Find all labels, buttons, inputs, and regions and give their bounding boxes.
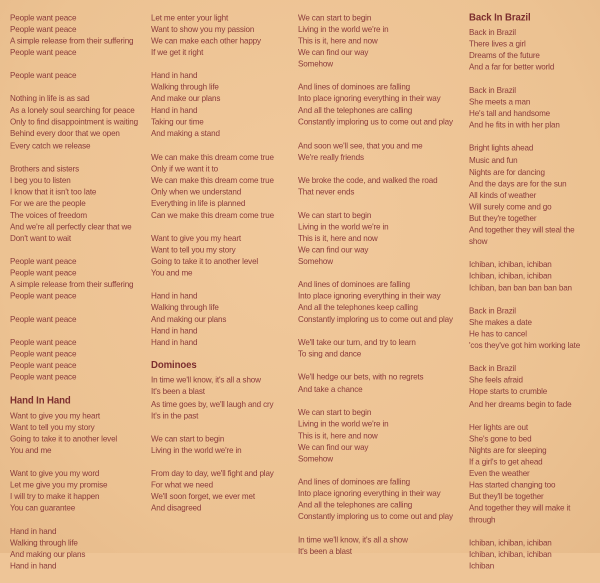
lyric-line: And we're all perfectly clear that we bbox=[10, 221, 132, 232]
song-section bbox=[469, 12, 580, 572]
lyric-line: People want peace bbox=[10, 337, 77, 348]
lyric-line: Hand in hand bbox=[10, 526, 57, 536]
lyric-line: People want peace bbox=[10, 256, 77, 267]
lyric-stanza bbox=[469, 259, 580, 294]
lyric-line: And lines of dominoes are falling bbox=[298, 82, 411, 93]
lyric-line: Want to give you my word bbox=[10, 468, 100, 478]
lyric-stanza bbox=[151, 232, 274, 278]
lyric-line: You and me bbox=[151, 268, 193, 278]
lyric-stanza bbox=[298, 12, 453, 70]
lyric-line: It's been a blast bbox=[151, 387, 205, 397]
lyric-stanza bbox=[298, 82, 453, 128]
lyric-stanza bbox=[10, 337, 138, 383]
lyric-line: We can start to begin bbox=[298, 210, 372, 220]
lyric-line: Even the weather bbox=[469, 468, 530, 478]
lyric-line: And soon we'll see, that you and me bbox=[298, 140, 423, 151]
lyric-stanza bbox=[10, 525, 138, 571]
lyric-line: Into place ignoring everything in their way bbox=[298, 291, 441, 301]
lyrics-column-1 bbox=[10, 12, 138, 583]
lyric-stanza bbox=[10, 12, 138, 58]
lyric-line: Want to give you my heart bbox=[10, 410, 100, 420]
lyric-stanza bbox=[298, 279, 453, 325]
lyric-line: But they'll be together bbox=[469, 491, 544, 502]
lyric-line: And the days are for the sun bbox=[469, 178, 567, 188]
lyric-line: We can start to begin bbox=[298, 407, 372, 417]
lyric-line: I will try to make it happen bbox=[10, 491, 100, 502]
lyric-line: Only when we understand bbox=[151, 187, 242, 197]
lyric-stanza bbox=[298, 174, 453, 197]
lyric-line: Into place ignoring everything in their way bbox=[298, 94, 441, 104]
lyric-line: And together they will steal the bbox=[469, 224, 575, 235]
lyric-line: Can we make this dream come true bbox=[151, 210, 274, 220]
lyric-stanza bbox=[298, 476, 453, 522]
lyric-line: If a girl's to get ahead bbox=[469, 456, 543, 467]
lyric-line: People want peace bbox=[10, 13, 77, 23]
lyric-line: But they're together bbox=[469, 213, 537, 223]
lyric-line: And take a chance bbox=[298, 384, 363, 394]
lyric-line: He's tall and handsome bbox=[469, 108, 551, 119]
lyric-stanza bbox=[10, 314, 138, 326]
lyric-stanza bbox=[151, 375, 274, 421]
song-section bbox=[151, 12, 274, 348]
lyric-stanza bbox=[151, 433, 274, 456]
lyric-line: People want peace bbox=[10, 47, 77, 58]
lyric-stanza bbox=[10, 70, 138, 82]
lyric-line: Constantly imploring us to come out and play bbox=[298, 511, 453, 522]
lyric-line: For what we need bbox=[151, 480, 213, 490]
lyric-line: Hand in hand bbox=[151, 291, 198, 301]
lyric-line: People want peace bbox=[10, 314, 77, 325]
lyric-line: Living in the world we're in bbox=[298, 221, 389, 232]
lyric-line: Walking through life bbox=[10, 538, 78, 548]
lyric-line: And all the telephones keep calling bbox=[298, 303, 418, 313]
lyric-line: Every catch we release bbox=[10, 140, 91, 151]
lyric-stanza bbox=[151, 467, 274, 513]
lyric-line: We can find our way bbox=[298, 245, 369, 255]
lyric-line: show bbox=[469, 236, 488, 246]
lyric-line: Back in Brazil bbox=[469, 85, 516, 96]
lyric-line: Want to show you my passion bbox=[151, 24, 255, 35]
lyric-line: She feels afraid bbox=[469, 375, 523, 386]
lyric-line: People want peace bbox=[10, 291, 77, 301]
lyric-stanza bbox=[151, 70, 274, 140]
lyric-line: And all the telephones are calling bbox=[298, 500, 413, 510]
lyric-line: It's been a blast bbox=[298, 546, 352, 557]
lyric-line: We can find our way bbox=[298, 47, 369, 58]
lyric-line: Bright lights ahead bbox=[469, 143, 534, 154]
lyric-stanza bbox=[151, 151, 274, 221]
lyric-line: And a far for better world bbox=[469, 62, 555, 72]
lyric-line: Nights are for sleeping bbox=[469, 445, 547, 455]
song-section bbox=[151, 360, 274, 514]
lyric-stanza bbox=[298, 372, 453, 395]
lyric-line: Has started changing too bbox=[469, 480, 556, 490]
lyric-line: Somehow bbox=[298, 453, 333, 464]
lyric-line: Want to tell you my story bbox=[151, 245, 236, 255]
lyric-line: This is it, here and now bbox=[298, 233, 378, 243]
lyric-line: Will surely come and go bbox=[469, 201, 552, 212]
lyric-line: And all the telephones are calling bbox=[298, 105, 413, 116]
lyric-line: The voices of freedom bbox=[10, 210, 87, 220]
lyric-line: You and me bbox=[10, 445, 52, 455]
lyric-line: He has to cancel bbox=[469, 329, 527, 339]
lyric-line: For we are the people bbox=[10, 198, 86, 209]
lyric-line: And making a stand bbox=[151, 129, 220, 139]
lyric-line: That never ends bbox=[298, 187, 355, 197]
lyric-line: We can make this dream come true bbox=[151, 152, 274, 162]
lyric-line: Walking through life bbox=[151, 303, 219, 313]
lyric-line: Let me enter your light bbox=[151, 13, 229, 23]
lyric-line: And disagreed bbox=[151, 503, 202, 513]
lyric-line: Back in Brazil bbox=[469, 27, 516, 38]
lyric-line: 'cos they've got him working late bbox=[469, 340, 581, 351]
lyric-stanza bbox=[298, 337, 453, 360]
lyric-line: In time we'll know, it's all a show bbox=[151, 375, 261, 386]
lyric-line: And make our plans bbox=[151, 94, 221, 104]
lyric-line: If we get it right bbox=[151, 47, 204, 58]
lyric-stanza bbox=[10, 467, 138, 513]
lyric-line: Let me give you my promise bbox=[10, 480, 108, 490]
lyric-line: Hand in hand bbox=[151, 71, 198, 81]
lyric-line: We'll hedge our bets, with no regrets bbox=[298, 372, 424, 383]
lyric-line: Everything in life is planned bbox=[151, 198, 246, 209]
lyric-stanza bbox=[469, 85, 580, 131]
lyric-line: Somehow bbox=[298, 256, 333, 267]
lyric-stanza bbox=[151, 12, 274, 58]
lyric-line: We can start to begin bbox=[298, 13, 372, 23]
lyric-line: People want peace bbox=[10, 361, 77, 371]
lyric-line: Nights are for dancing bbox=[469, 166, 545, 177]
lyric-line: People want peace bbox=[10, 268, 77, 278]
lyric-line: A simple release from their suffering bbox=[10, 279, 134, 290]
lyric-stanza bbox=[10, 163, 138, 244]
lyric-line: As time goes by, we'll laugh and cry bbox=[151, 398, 274, 409]
song-section bbox=[298, 12, 453, 557]
song-title: Hand In Hand bbox=[10, 394, 71, 407]
lyric-line: We broke the code, and walked the road bbox=[298, 175, 438, 185]
lyric-stanza bbox=[298, 209, 453, 267]
song-section bbox=[10, 395, 138, 572]
lyric-stanza bbox=[469, 421, 580, 525]
lyric-line: Ichiban, ban ban ban ban ban bbox=[469, 282, 572, 293]
lyric-line: Back in Brazil bbox=[469, 306, 516, 316]
lyric-line: Going to take it to another level bbox=[151, 256, 259, 267]
lyric-line: Only if we want it to bbox=[151, 163, 219, 174]
lyric-line: Only to find disappointment is waiting bbox=[10, 117, 138, 127]
lyric-line: She meets a man bbox=[469, 97, 531, 107]
lyric-line: People want peace bbox=[10, 24, 77, 35]
lyric-line: Constantly imploring us to come out and play bbox=[298, 117, 453, 127]
lyric-line: This is it, here and now bbox=[298, 430, 378, 441]
lyric-line: Brothers and sisters bbox=[10, 163, 79, 174]
lyric-line: Constantly imploring us to come out and play bbox=[298, 314, 453, 325]
lyric-line: And together they will make it bbox=[469, 503, 571, 513]
lyric-line: People want peace bbox=[10, 349, 77, 359]
lyric-line: From day to day, we'll fight and play bbox=[151, 468, 274, 478]
lyric-line: We'll take our turn, and try to learn bbox=[298, 337, 416, 348]
lyrics-column-3 bbox=[298, 12, 453, 569]
lyric-line: Behind every door that we open bbox=[10, 129, 120, 139]
lyric-line: Living in the world we're in bbox=[298, 419, 389, 429]
lyric-line: And making our plans bbox=[10, 549, 86, 560]
lyric-line: Hand in hand bbox=[10, 561, 57, 571]
lyric-line: People want peace bbox=[10, 71, 77, 81]
lyric-line: We can make this dream come true bbox=[151, 175, 274, 185]
lyrics-column-2 bbox=[151, 12, 274, 525]
lyric-line: Hope starts to crumble bbox=[469, 387, 548, 397]
lyric-line: We can make each other happy bbox=[151, 36, 261, 46]
lyric-line: And her dreams begin to fade bbox=[469, 398, 572, 409]
lyric-line: Dreams of the future bbox=[469, 50, 540, 61]
lyric-line: Ichiban, ichiban, ichiban bbox=[469, 271, 552, 281]
lyric-line: Ichiban bbox=[469, 561, 495, 571]
lyric-line: Ichiban, ichiban, ichiban bbox=[469, 259, 552, 270]
lyric-stanza bbox=[10, 256, 138, 302]
lyric-line: She's gone to bed bbox=[469, 433, 532, 444]
lyric-line: Living in the world we're in bbox=[298, 24, 389, 35]
lyric-line: You can guarantee bbox=[10, 503, 76, 513]
lyric-line: As a lonely soul searching for peace bbox=[10, 105, 135, 116]
lyric-line: And lines of dominoes are falling bbox=[298, 477, 411, 487]
lyric-line: I beg you to listen bbox=[10, 175, 71, 185]
lyric-line: Into place ignoring everything in their way bbox=[298, 488, 441, 499]
lyric-line: We're really friends bbox=[298, 152, 364, 162]
lyric-line: Taking our time bbox=[151, 117, 204, 127]
lyric-line: Going to take it to another level bbox=[10, 433, 118, 444]
lyrics-column-4 bbox=[469, 12, 580, 583]
lyric-line: And lines of dominoes are falling bbox=[298, 279, 411, 290]
lyric-line: She makes a date bbox=[469, 317, 532, 328]
lyric-line: through bbox=[469, 514, 496, 525]
lyric-line: All kinds of weather bbox=[469, 190, 537, 200]
lyric-stanza bbox=[10, 409, 138, 455]
lyric-line: I know that it isn't too late bbox=[10, 187, 97, 197]
lyric-stanza bbox=[469, 363, 580, 409]
lyric-stanza bbox=[298, 534, 453, 557]
lyric-line: And making our plans bbox=[151, 314, 227, 325]
lyric-line: Living in the world we're in bbox=[151, 445, 242, 455]
lyric-line: Hand in hand bbox=[151, 326, 198, 336]
lyric-line: Music and fun bbox=[469, 155, 518, 165]
lyric-line: Ichiban, ichiban, ichiban bbox=[469, 549, 552, 560]
lyric-stanza bbox=[469, 27, 580, 73]
lyric-stanza bbox=[469, 305, 580, 351]
lyric-line: Walking through life bbox=[151, 82, 219, 93]
lyric-line: In time we'll know, it's all a show bbox=[298, 535, 408, 545]
lyric-line: This is it, here and now bbox=[298, 36, 378, 46]
lyric-line: Don't want to wait bbox=[10, 233, 71, 243]
lyric-line: We can find our way bbox=[298, 442, 369, 452]
lyric-stanza bbox=[469, 143, 580, 247]
lyric-line: A simple release from their suffering bbox=[10, 36, 134, 46]
lyric-line: Want to tell you my story bbox=[10, 422, 95, 432]
lyric-line: Her lights are out bbox=[469, 422, 528, 432]
lyric-line: There lives a girl bbox=[469, 39, 526, 49]
lyric-stanza bbox=[298, 406, 453, 464]
lyric-stanza bbox=[151, 290, 274, 348]
lyric-line: We can start to begin bbox=[151, 433, 225, 444]
lyric-line: Nothing in life is as sad bbox=[10, 94, 90, 104]
song-title: Dominoes bbox=[151, 359, 197, 372]
lyric-line: Ichiban, ichiban, ichiban bbox=[469, 538, 552, 548]
lyric-line: Hand in hand bbox=[151, 105, 198, 116]
lyric-line: Somehow bbox=[298, 59, 333, 69]
lyric-line: Want to give you my heart bbox=[151, 233, 241, 243]
lyric-stanza bbox=[298, 140, 453, 163]
lyric-line: It's in the past bbox=[151, 410, 199, 420]
lyric-line: And he fits in with her plan bbox=[469, 120, 560, 130]
lyric-stanza bbox=[469, 537, 580, 572]
lyric-line: Back in Brazil bbox=[469, 364, 516, 374]
lyric-line: People want peace bbox=[10, 372, 77, 383]
lyric-stanza bbox=[10, 93, 138, 151]
lyric-line: To sing and dance bbox=[298, 349, 362, 359]
lyric-line: Hand in hand bbox=[151, 337, 198, 348]
song-title: Back In Brazil bbox=[469, 12, 531, 24]
song-section bbox=[10, 12, 138, 383]
lyric-line: We'll soon forget, we ever met bbox=[151, 491, 255, 502]
